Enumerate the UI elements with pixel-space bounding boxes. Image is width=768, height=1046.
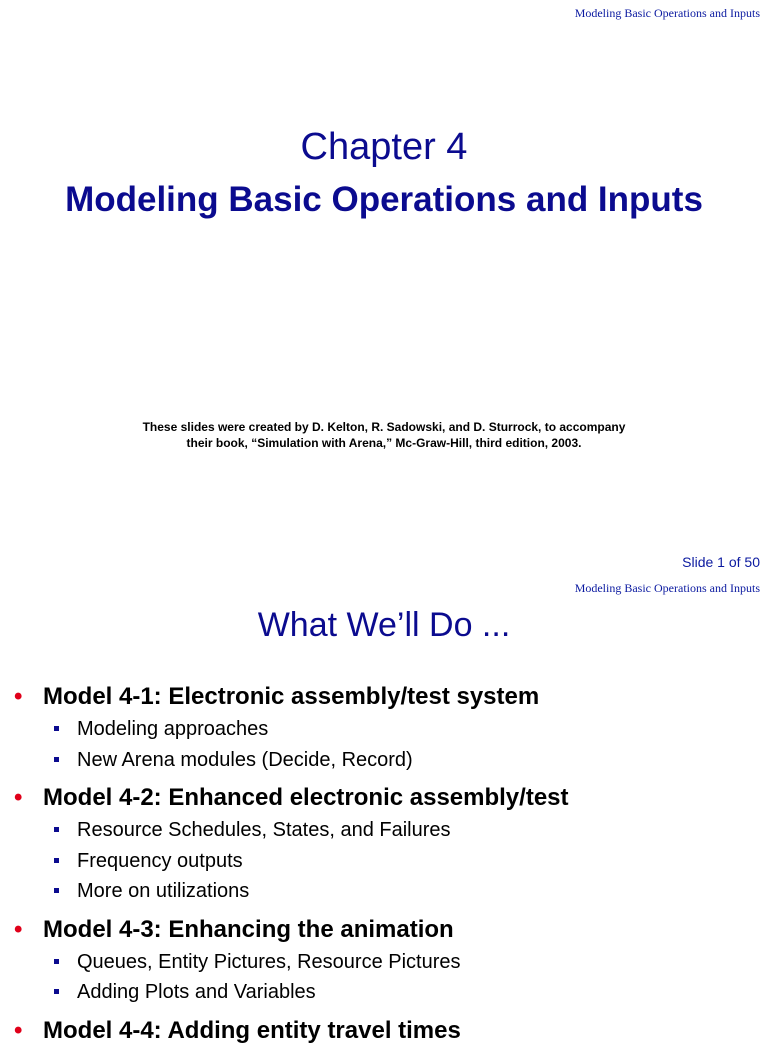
credits-line-2: their book, “Simulation with Arena,” Mc-Graw-Hill, third edition, 2003.	[186, 436, 582, 450]
bullet-dot-icon: •	[14, 784, 23, 811]
sub-bullet-item	[43, 714, 764, 745]
bullet-text: Model 4-2: Enhanced electronic assembly/test	[43, 784, 569, 811]
sub-bullet-item	[43, 977, 764, 1008]
bullet-list	[14, 680, 764, 1046]
sub-bullet-text: New Arena modules (Decide, Record)	[77, 748, 413, 771]
bullet-item	[14, 682, 764, 775]
slide2-title: What We’ll Do ...	[257, 606, 511, 644]
bullet-item	[14, 1016, 764, 1046]
credits-text	[60, 419, 708, 451]
sub-bullet-list	[43, 947, 764, 1008]
bullet-dot-icon: •	[14, 1016, 23, 1044]
bullet-dot-icon: •	[14, 683, 23, 710]
chapter-title: Chapter 4	[300, 126, 468, 168]
bullet-text: Model 4-3: Enhancing the animation	[43, 915, 454, 943]
bullet-item	[14, 783, 764, 907]
sub-bullet-text: Resource Schedules, States, and Failures	[77, 819, 451, 841]
chapter-subtitle: Modeling Basic Operations and Inputs	[65, 180, 703, 219]
square-bullet-icon	[54, 757, 59, 762]
credits-line-1: These slides were created by D. Kelton, R. Sadowski, and D. Sturrock, to accompany	[142, 420, 626, 434]
bullet-dot-icon: •	[14, 915, 23, 943]
sub-bullet-text: Queues, Entity Pictures, Resource Pictures	[77, 950, 461, 973]
square-bullet-icon	[54, 888, 59, 893]
sub-bullet-list	[43, 714, 764, 775]
square-bullet-icon	[54, 989, 59, 994]
slide2-header-note: Modeling Basic Operations and Inputs	[574, 581, 760, 595]
bullet-item	[14, 915, 764, 1008]
sub-bullet-item	[43, 876, 764, 907]
slide1-header-note: Modeling Basic Operations and Inputs	[574, 6, 760, 20]
square-bullet-icon	[54, 726, 59, 731]
sub-bullet-text: Adding Plots and Variables	[77, 981, 316, 1003]
slide-number: Slide 1 of 50	[682, 554, 760, 570]
sub-bullet-text: Frequency outputs	[77, 849, 243, 872]
sub-bullet-item	[43, 815, 764, 846]
square-bullet-icon	[54, 959, 59, 964]
square-bullet-icon	[54, 827, 59, 832]
sub-bullet-list	[43, 815, 764, 907]
sub-bullet-text: More on utilizations	[77, 880, 250, 902]
sub-bullet-item	[43, 745, 764, 776]
sub-bullet-item	[43, 846, 764, 877]
sub-bullet-text: Modeling approaches	[77, 718, 269, 740]
sub-bullet-item	[43, 947, 764, 978]
bullet-text: Model 4-1: Electronic assembly/test system	[43, 683, 540, 710]
square-bullet-icon	[54, 858, 59, 863]
bullet-text: Model 4-4: Adding entity travel times	[43, 1016, 461, 1044]
